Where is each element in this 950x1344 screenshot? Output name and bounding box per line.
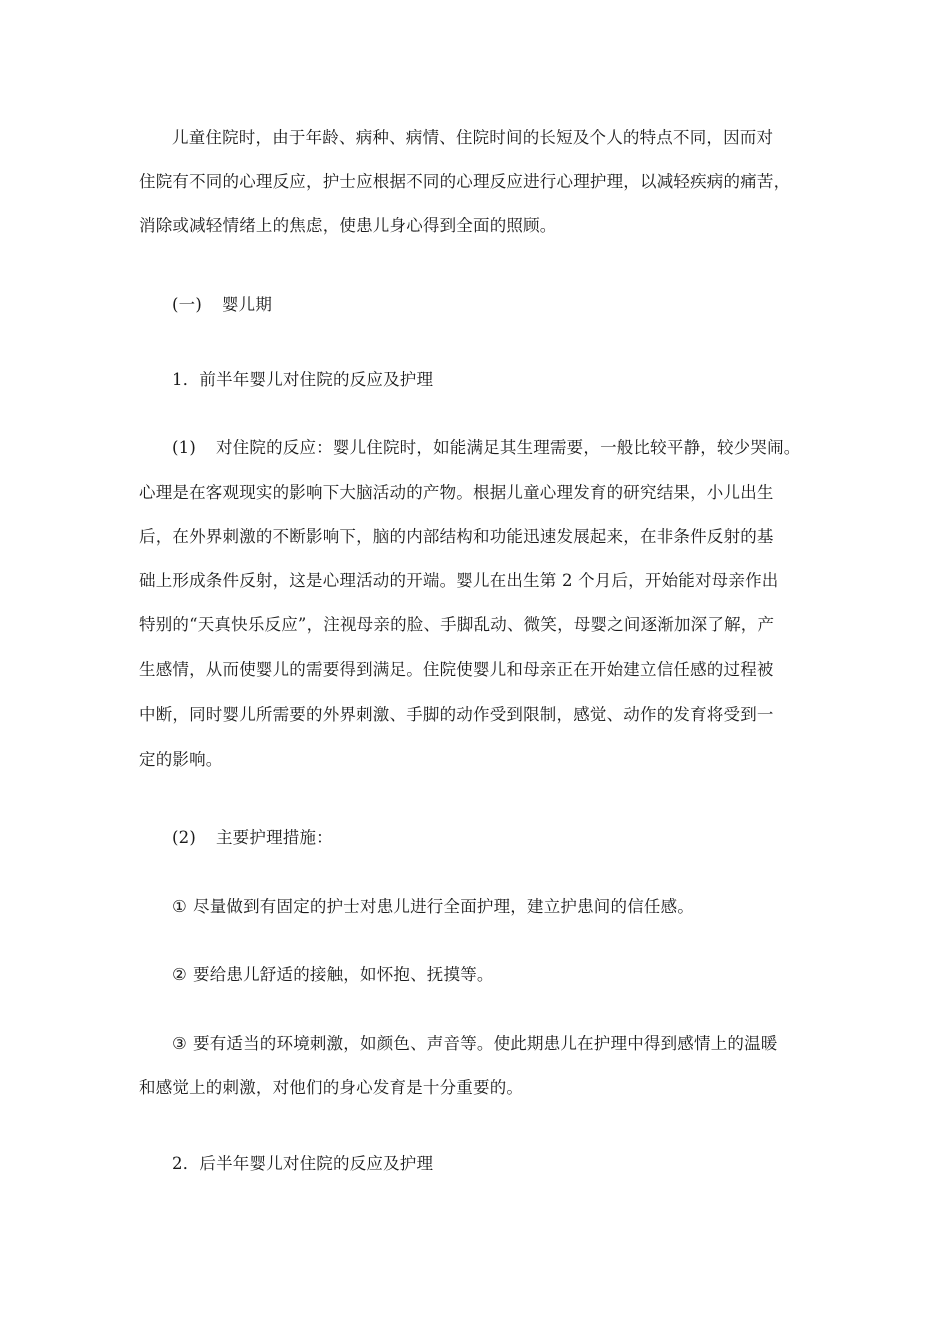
item-number: (1) bbox=[172, 438, 196, 457]
item-1-line-6: 生感情，从而使婴儿的需要得到满足。住院使婴儿和母亲正在开始建立信任感的过程被 bbox=[139, 660, 774, 679]
item-number: (2) bbox=[172, 828, 196, 847]
item-2-title: 主要护理措施： bbox=[215, 828, 333, 847]
measure-mark: ③ bbox=[172, 1034, 187, 1053]
section-number: (一) bbox=[172, 295, 202, 314]
item-1-text: 对住院的反应：婴儿住院时，如能满足其生理需要，一般比较平静，较少哭闹。 bbox=[215, 438, 801, 457]
item-1-line-8: 定的影响。 bbox=[139, 750, 223, 769]
measure-3-continued: 和感觉上的刺激，对他们的身心发育是十分重要的。 bbox=[139, 1078, 524, 1097]
measure-text: 要有适当的环境刺激，如颜色、声音等。使此期患儿在护理中得到感情上的温暖 bbox=[193, 1034, 778, 1053]
item-1-line-2: 心理是在客观现实的影响下大脑活动的产物。根据儿童心理发育的研究结果，小儿出生 bbox=[139, 483, 774, 502]
subheading-second-half-year: 2．后半年婴儿对住院的反应及护理 bbox=[172, 1154, 434, 1173]
item-1-line-1 bbox=[172, 438, 800, 458]
measure-2 bbox=[172, 965, 494, 985]
item-1-line-4: 础上形成条件反射，这是心理活动的开端。婴儿在出生第 2 个月后，开始能对母亲作出 bbox=[139, 571, 779, 590]
item-1-line-3: 后，在外界刺激的不断影响下，脑的内部结构和功能迅速发展起来，在非条件反射的基 bbox=[139, 527, 774, 546]
section-title: 婴儿期 bbox=[221, 295, 273, 314]
intro-line-1: 儿童住院时，由于年龄、病种、病情、住院时间的长短及个人的特点不同，因而对 bbox=[172, 128, 774, 147]
subheading-first-half-year: 1．前半年婴儿对住院的反应及护理 bbox=[172, 370, 434, 389]
measure-mark: ② bbox=[172, 965, 187, 984]
measure-mark: ① bbox=[172, 897, 187, 916]
item-1-line-7: 中断，同时婴儿所需要的外界刺激、手脚的动作受到限制，感觉、动作的发育将受到一 bbox=[139, 705, 774, 724]
measure-text: 要给患儿舒适的接触，如怀抱、抚摸等。 bbox=[193, 965, 494, 984]
measure-1 bbox=[172, 897, 694, 917]
item-2-heading bbox=[172, 828, 333, 848]
intro-line-2: 住院有不同的心理反应，护士应根据不同的心理反应进行心理护理，以减轻疾病的痛苦， bbox=[139, 172, 791, 191]
item-1-line-5: 特别的“天真快乐反应”，注视母亲的脸、手脚乱动、微笑，母婴之间逐渐加深了解，产 bbox=[139, 615, 775, 634]
intro-line-3: 消除或减轻情绪上的焦虑，使患儿身心得到全面的照顾。 bbox=[139, 216, 557, 235]
measure-text: 尽量做到有固定的护士对患儿进行全面护理，建立护患间的信任感。 bbox=[193, 897, 694, 916]
measure-3 bbox=[172, 1034, 778, 1054]
section-heading-infancy bbox=[172, 295, 272, 315]
